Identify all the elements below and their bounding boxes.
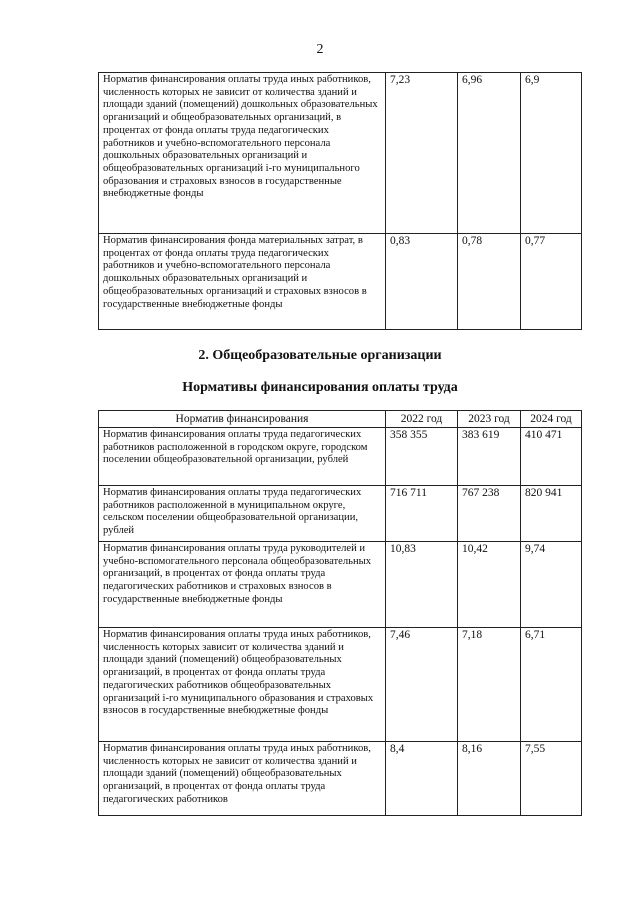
norm-description: Норматив финансирования оплаты труда иных работников, численность которых не зависит от количества зданий и площади зданий (помещений) общеобразовательных организаций, в процентах от фонда оплаты труда педагогических работников: [99, 742, 386, 816]
norms-table-continued: [98, 72, 582, 330]
value-2023: 6,96: [458, 73, 521, 234]
norm-description: Норматив финансирования оплаты труда педагогических работников расположенной в муниципальном округе, сельском поселении общеобразовательной организации, рублей: [99, 486, 386, 542]
header-norm: Норматив финансирования: [99, 411, 386, 428]
value-2022: 8,4: [386, 742, 458, 816]
norm-description: Норматив финансирования оплаты труда иных работников, численность которых не зависит от количества зданий и площади зданий (помещений) дошкольных образовательных организаций и общеобразовательных организаций, в процентах от фонда оплаты труда педагогических работников и учебно-вспомогательного персонала дошкольных образовательных организаций и общеобразовательных организаций i-го муниципального образования и страховых взносов в государственные внебюджетные фонды: [99, 73, 386, 234]
value-2022: 7,23: [386, 73, 458, 234]
value-2023: 10,42: [458, 542, 521, 628]
value-2022: 10,83: [386, 542, 458, 628]
value-2024: 6,9: [521, 73, 582, 234]
value-2024: 9,74: [521, 542, 582, 628]
value-2022: 0,83: [386, 234, 458, 330]
table-row: [99, 628, 582, 742]
value-2023: 767 238: [458, 486, 521, 542]
table-header-row: [99, 411, 582, 428]
norm-description: Норматив финансирования оплаты труда педагогических работников расположенной в городском округе, городском поселении общеобразовательной организации, рублей: [99, 428, 386, 486]
header-2023: 2023 год: [458, 411, 521, 428]
table-row: [99, 486, 582, 542]
value-2023: 0,78: [458, 234, 521, 330]
value-2024: 410 471: [521, 428, 582, 486]
table-row: [99, 234, 582, 330]
page-number: 2: [316, 42, 324, 57]
table-row: [99, 428, 582, 486]
header-2024: 2024 год: [521, 411, 582, 428]
norms-table: [98, 410, 582, 816]
norm-description: Норматив финансирования оплаты труда руководителей и учебно-вспомогательного персонала общеобразовательных организаций, в процентах от фонда оплаты труда педагогических работников и страховых взносов в государственные внебюджетные фонды: [99, 542, 386, 628]
header-2022: 2022 год: [386, 411, 458, 428]
value-2023: 7,18: [458, 628, 521, 742]
section-heading: 2. Общеобразовательные организации: [198, 348, 442, 363]
norm-description: Норматив финансирования оплаты труда иных работников, численность которых зависит от количества зданий и площади зданий (помещений) общеобразовательных организаций, в процентах от фонда оплаты труда педагогических работников общеобразовательных организаций i-го муниципального образования и страховых взносов в государственные внебюджетные фонды: [99, 628, 386, 742]
value-2023: 8,16: [458, 742, 521, 816]
value-2024: 0,77: [521, 234, 582, 330]
norm-description: Норматив финансирования фонда материальных затрат, в процентах от фонда оплаты труда педагогических работников и учебно-вспомогательного персонала дошкольных образовательных организаций и общеобразовательных организаций и страховых взносов в государственные внебюджетные фонды: [99, 234, 386, 330]
value-2023: 383 619: [458, 428, 521, 486]
subsection-heading: Нормативы финансирования оплаты труда: [182, 380, 458, 395]
table-row: [99, 73, 582, 234]
value-2022: 716 711: [386, 486, 458, 542]
value-2024: 820 941: [521, 486, 582, 542]
value-2024: 7,55: [521, 742, 582, 816]
value-2022: 358 355: [386, 428, 458, 486]
table-row: [99, 742, 582, 816]
value-2022: 7,46: [386, 628, 458, 742]
table-row: [99, 542, 582, 628]
value-2024: 6,71: [521, 628, 582, 742]
